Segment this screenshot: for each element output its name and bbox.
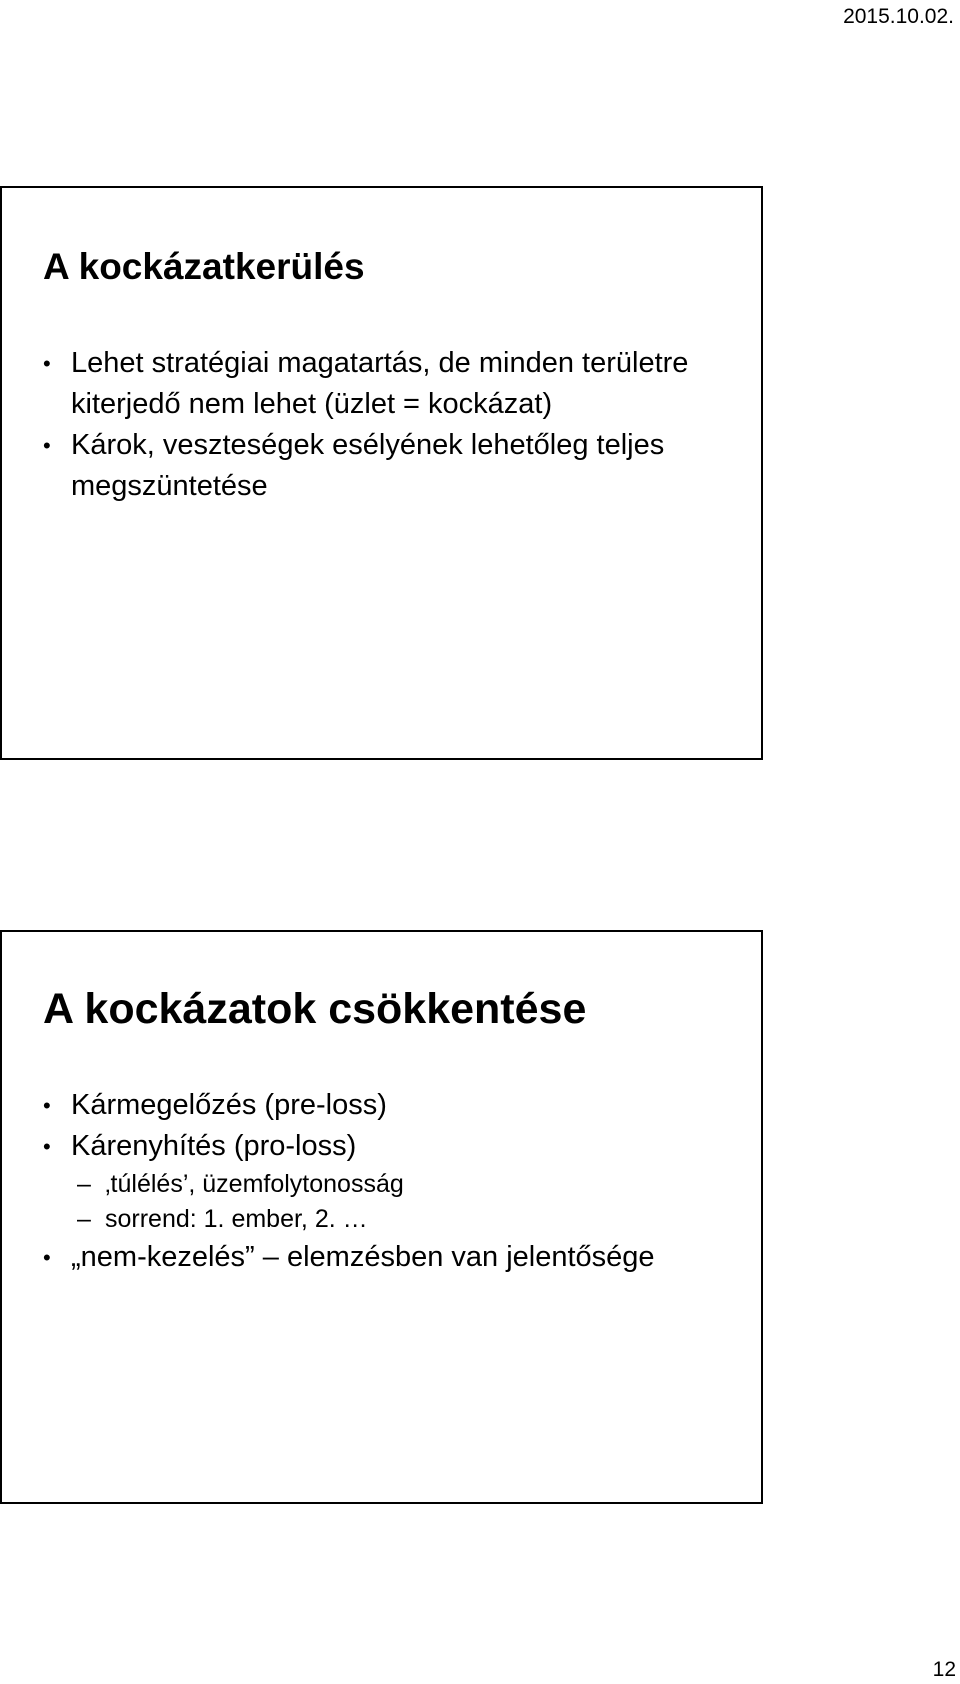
slide-2-bullet-2-text: Kárenyhítés (pro-loss) <box>71 1130 357 1162</box>
slide-2-bullet-1 <box>2 1085 742 1126</box>
slide-2 <box>0 930 763 1504</box>
slide-1-bullet-2-text: Károk, veszteségek esélyének lehetőleg teljes megszüntetése <box>71 429 665 502</box>
slide-2-subbullet-2: – sorrend: 1. ember, 2. … <box>2 1202 742 1237</box>
slide-2-title: A kockázatok csökkentése <box>43 985 587 1033</box>
slide-1-bullet-list <box>2 343 742 507</box>
slide-2-subbullet-1: – ‚túlélés’, üzemfolytonosság <box>2 1167 742 1202</box>
slide-1-bullet-1 <box>2 343 742 425</box>
slide-2-bullet-3-text: „nem-kezelés” – elemzésben van jelentősége <box>71 1241 655 1273</box>
slide-1-bullet-2 <box>2 425 742 507</box>
slide-1 <box>0 186 763 760</box>
slide-2-bullet-list <box>2 1085 742 1278</box>
slide-1-title: A kockázatkerülés <box>43 246 365 287</box>
page-number: 12 <box>932 1658 956 1681</box>
slide-2-bullet-1-text: Kármegelőzés (pre-loss) <box>71 1089 387 1121</box>
slide-2-bullet-2 <box>2 1126 742 1167</box>
header-date: 2015.10.02. <box>843 5 954 28</box>
slide-2-bullet-3 <box>2 1237 742 1278</box>
slide-1-bullet-1-text: Lehet stratégiai magatartás, de minden területre kiterjedő nem lehet (üzlet = kockázat) <box>71 347 689 420</box>
